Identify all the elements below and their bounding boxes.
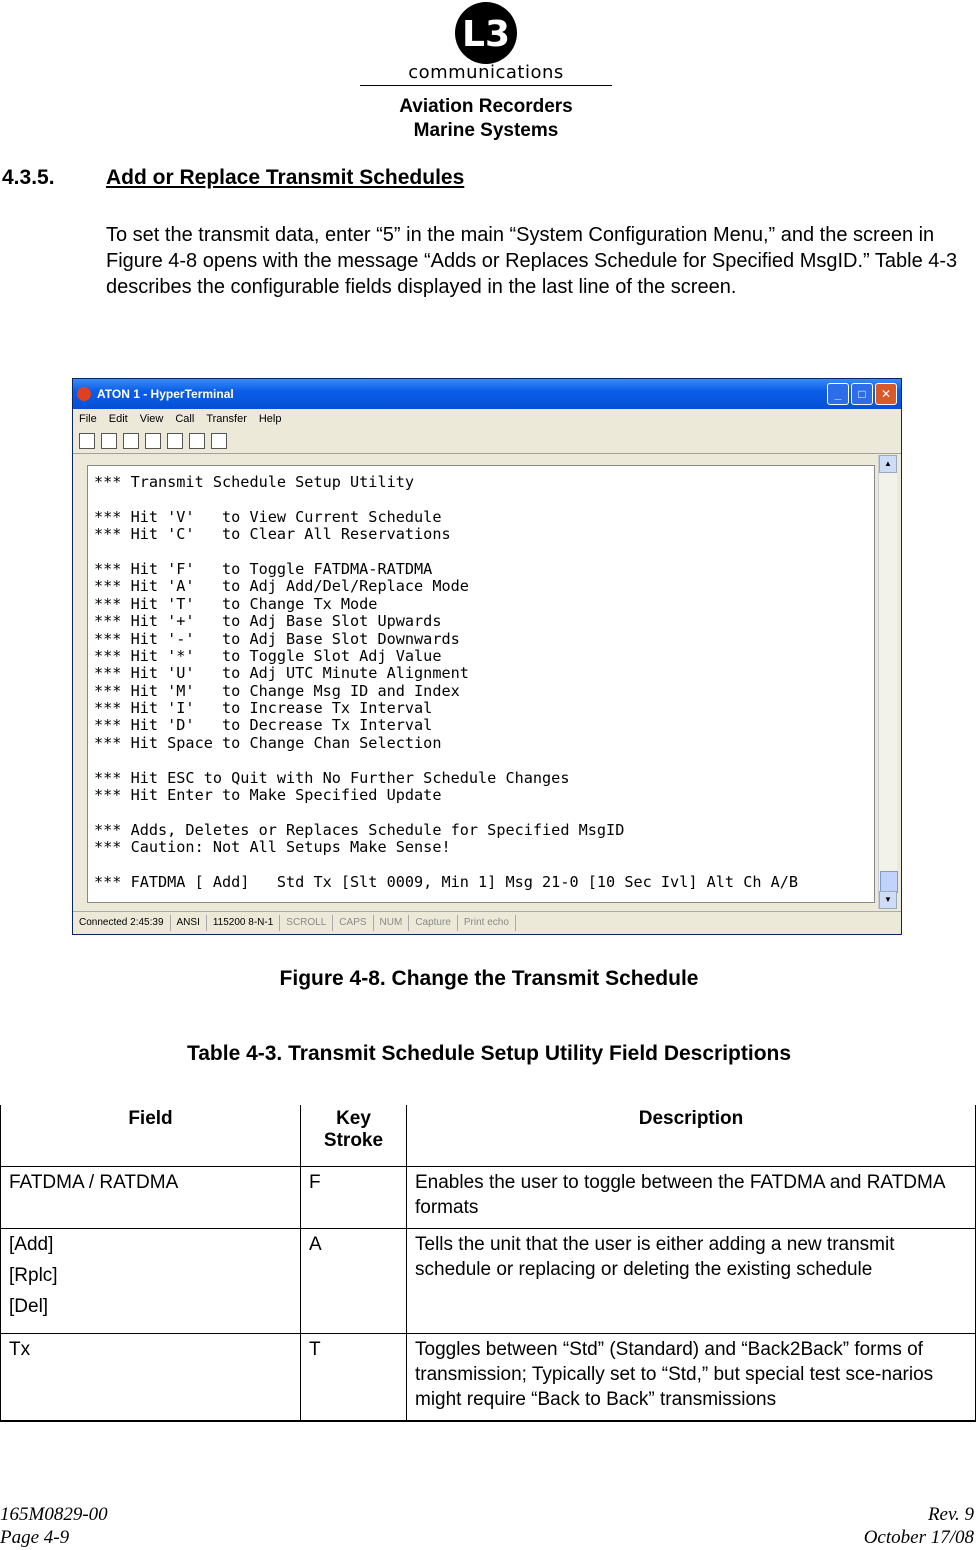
send-icon[interactable]	[167, 433, 183, 449]
figure-caption: Figure 4‑8. Change the Transmit Schedule	[279, 967, 699, 990]
field-add: [Add]	[9, 1234, 54, 1255]
table-row	[1, 1229, 976, 1334]
status-settings: 115200 8-N-1	[207, 915, 280, 931]
terminal-line	[94, 752, 874, 769]
section-paragraph: To set the transmit data, enter “5” in the main “System Configuration Menu,” and the screen in Figure 4‑8 opens with the message “Adds or Replaces Schedule for Specified MsgID.” Table 4‑3 describes the configurable fields displayed in the last line of the screen.	[106, 224, 958, 298]
terminal-line: *** Hit 'F' to Toggle FATDMA-RATDMA	[94, 560, 433, 578]
window-title: ATON 1 - HyperTerminal	[97, 387, 234, 401]
l3-logo-icon	[446, 0, 526, 66]
doc-number: 165M0829‑00	[0, 1504, 108, 1525]
status-num: NUM	[374, 915, 410, 931]
terminal-line: *** Hit '*' to Toggle Slot Adj Value	[94, 647, 442, 665]
status-print-echo: Print echo	[458, 915, 516, 931]
header-key-stroke	[301, 1105, 407, 1167]
disconnect-icon[interactable]	[145, 433, 161, 449]
vertical-scrollbar[interactable]	[878, 455, 897, 909]
terminal-line	[94, 857, 874, 874]
status-connected: Connected 2:45:39	[73, 915, 171, 931]
receive-icon[interactable]	[189, 433, 205, 449]
terminal-line: *** Hit '+' to Adj Base Slot Upwards	[94, 613, 442, 631]
menubar	[73, 409, 901, 429]
table-row	[1, 1167, 976, 1229]
terminal-line	[94, 804, 874, 821]
hyperterminal-window	[72, 378, 902, 935]
properties-icon[interactable]	[211, 433, 227, 449]
scroll-thumb[interactable]	[880, 871, 898, 893]
menu-transfer[interactable]: Transfer	[206, 413, 247, 425]
logo-rule	[360, 85, 612, 86]
scroll-up-icon[interactable]: ▲	[879, 455, 897, 473]
menu-call[interactable]: Call	[175, 413, 195, 425]
phone-icon[interactable]	[123, 433, 139, 449]
terminal-line: *** Hit '-' to Adj Base Slot Downwards	[94, 630, 460, 648]
terminal-line: *** Hit 'U' to Adj UTC Minute Alignment	[94, 665, 469, 683]
terminal-line: *** Transmit Schedule Setup Utility	[94, 474, 415, 491]
terminal-line: *** FATDMA [ Add] Std Tx [Slt 0009, Min 1] Msg 21-0 [10 Sec Ivl] Alt Ch A/B	[94, 873, 799, 891]
minimize-icon[interactable]: _	[827, 383, 849, 405]
terminal-line: *** Hit 'V' to View Current Schedule	[94, 508, 442, 526]
cell-key: F	[301, 1167, 407, 1229]
status-scroll: SCROLL	[280, 915, 333, 931]
menu-help[interactable]: Help	[258, 413, 282, 425]
revision-date: October 17/08	[863, 1527, 974, 1548]
terminal-line: *** Caution: Not All Setups Make Sense!	[94, 839, 451, 857]
menu-file[interactable]: File	[79, 413, 97, 425]
status-bar	[73, 911, 901, 934]
terminal-line: *** Adds, Deletes or Replaces Schedule for Specified MsgID	[94, 821, 625, 839]
org-line-1: Aviation Recorders	[399, 96, 573, 117]
company-logo	[360, 0, 612, 86]
maximize-icon[interactable]: □	[851, 383, 873, 405]
cell-description: Tells the unit that the user is either adding a new transmit schedule or replacing or deleting the existing schedule	[407, 1229, 976, 1334]
cell-description: Enables the user to toggle between the FATDMA and RATDMA formats	[407, 1167, 976, 1229]
terminal-line: *** Hit 'I' to Increase Tx Interval	[94, 700, 433, 718]
cell-field	[1, 1229, 301, 1334]
menu-view[interactable]: View	[139, 413, 164, 425]
cell-field: FATDMA / RATDMA	[1, 1167, 301, 1229]
status-capture: Capture	[409, 915, 458, 931]
window-titlebar	[73, 379, 901, 409]
status-caps: CAPS	[333, 915, 373, 931]
terminal-line: *** Hit 'D' to Decrease Tx Interval	[94, 717, 433, 735]
header-key: Key	[336, 1108, 371, 1129]
logo-wordmark: communications	[408, 62, 564, 83]
new-icon[interactable]	[79, 433, 95, 449]
terminal-line: *** Hit Enter to Make Specified Update	[94, 787, 442, 805]
terminal-line: *** Hit ESC to Quit with No Further Schedule Changes	[94, 769, 570, 787]
scroll-down-icon[interactable]: ▼	[879, 891, 897, 909]
terminal-line	[94, 544, 874, 561]
menu-edit[interactable]: Edit	[108, 413, 128, 425]
cell-key: T	[301, 1334, 407, 1422]
logo-mark: L3	[462, 14, 510, 55]
table-header-row	[1, 1105, 976, 1167]
close-icon[interactable]: ✕	[875, 383, 897, 405]
cell-key: A	[301, 1229, 407, 1334]
header-stroke: Stroke	[323, 1130, 384, 1151]
org-line-2: Marine Systems	[413, 120, 559, 141]
header-description: Description	[407, 1105, 976, 1167]
cell-field: Tx	[1, 1334, 301, 1422]
open-icon[interactable]	[101, 433, 117, 449]
terminal-screen[interactable]	[87, 465, 875, 903]
status-emulation: ANSI	[171, 915, 207, 931]
app-icon	[77, 387, 91, 401]
terminal-line: *** Hit 'T' to Change Tx Mode	[94, 595, 378, 613]
terminal-line: *** Hit 'C' to Clear All Reservations	[94, 526, 451, 544]
terminal-line: *** Hit 'M' to Change Msg ID and Index	[94, 682, 460, 700]
table-caption: Table 4‑3. Transmit Schedule Setup Utility Field Descriptions	[186, 1042, 792, 1065]
terminal-line: *** Hit Space to Change Chan Selection	[94, 734, 442, 752]
revision: Rev. 9	[927, 1504, 974, 1525]
section-number: 4.3.5.	[2, 166, 55, 189]
terminal-line: *** Hit 'A' to Adj Add/Del/Replace Mode	[94, 578, 469, 596]
field-delete: [Del]	[9, 1296, 49, 1317]
page-number: Page 4‑9	[0, 1527, 70, 1548]
field-replace: [Rplc]	[9, 1265, 58, 1286]
header-field: Field	[1, 1105, 301, 1167]
table-row	[1, 1334, 976, 1422]
section-title: Add or Replace Transmit Schedules	[106, 166, 465, 189]
terminal-line	[94, 491, 874, 508]
cell-description: Toggles between “Std” (Standard) and “Back2Back” forms of transmission; Typically set to “Std,” but special test sce-narios might require “Back to Back” transmissions	[407, 1334, 976, 1422]
field-description-table	[0, 1105, 976, 1422]
toolbar	[73, 429, 901, 454]
